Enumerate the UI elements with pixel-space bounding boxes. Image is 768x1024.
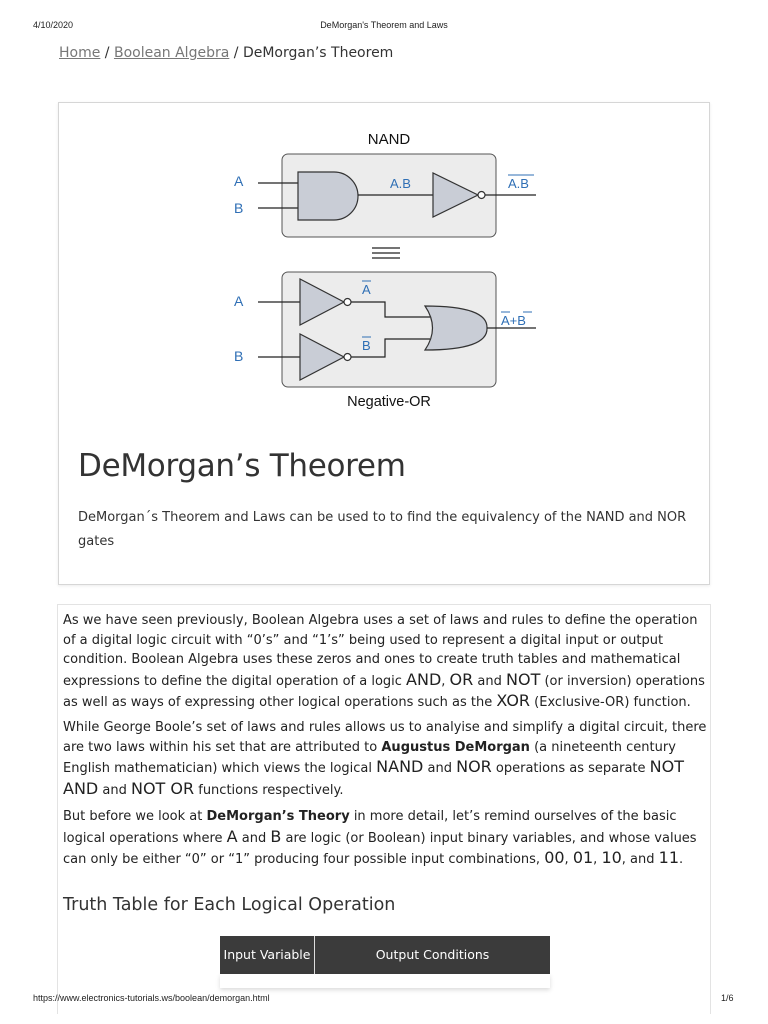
breadcrumb-separator: /	[100, 45, 114, 61]
not-b-label: B	[362, 338, 371, 353]
demorgans-theory-bold: DeMorgan’s Theory	[206, 809, 350, 824]
paragraph-3: But before we look at DeMorgan’s Theory in more detail, let’s remind ourselves of the basic logical operations where A and B are logic (or Boolean) input binary variables, and whose values can only be either “0” or “1” producing four possible input combinations, 00, 01, 10, and 11.	[63, 809, 697, 867]
paragraph-1: As we have seen previously, Boolean Algebra uses a set of laws and rules to define the operation of a digital logic circuit with “0’s” and “1’s” being used to represent a digital input or output condition. Boolean Algebra uses these zeros and ones to create truth tables and mathematical expressions to define the digital operation of a logic AND, OR and NOT (or inversion) operations as well as ways of expressing other logical operations such as the XOR (Exclusive-OR) function.	[63, 613, 705, 710]
equivalence-symbol: ≡	[385, 256, 387, 257]
term-and: AND	[406, 669, 442, 689]
page-title: DeMorgan’s Theorem	[78, 448, 406, 484]
term-not-or: NOT OR	[130, 778, 195, 798]
breadcrumb-home-link[interactable]: Home	[59, 45, 101, 61]
term-nor: NOR	[456, 757, 492, 776]
variable-b: B	[270, 826, 282, 846]
neg-or-input-a-label: A	[234, 293, 244, 309]
combo-00: 00	[544, 848, 565, 867]
breadcrumb-separator: /	[229, 45, 243, 61]
paragraph-2: While George Boole’s set of laws and rules allows us to analyise and simplify a digital circuit, there are two laws within his set that are attributed to Augustus DeMorgan (a nineteenth century English mathematician) which views the logical NAND and NOR operations as separate NOT AND and NOT OR functions respectively.	[63, 720, 707, 798]
demorgan-diagram	[220, 126, 550, 416]
term-nand: NAND	[376, 757, 424, 776]
section-heading: Truth Table for Each Logical Operation	[63, 895, 396, 915]
print-title: DeMorgan's Theorem and Laws	[320, 20, 448, 30]
and-output-label: A.B	[390, 176, 411, 191]
nand-label: NAND	[367, 131, 411, 148]
term-xor: XOR	[496, 691, 531, 710]
print-page-number: 1/6	[721, 993, 734, 1003]
breadcrumb-current: DeMorgan’s Theorem	[242, 45, 394, 61]
or-output-label: A+B	[501, 313, 526, 328]
combo-10: 10	[601, 848, 622, 867]
neg-or-input-b-label: B	[234, 348, 244, 364]
nand-input-b-label: B	[234, 200, 244, 216]
and-gate-shape	[298, 172, 358, 220]
term-or: OR	[449, 669, 474, 689]
breadcrumb-boolean-algebra-link[interactable]: Boolean Algebra	[113, 45, 230, 61]
output-conditions-header: Output Conditions	[375, 947, 490, 962]
not-a-label: A	[362, 282, 371, 297]
print-date: 4/10/2020	[33, 20, 74, 30]
augustus-demorgan-bold: Augustus DeMorgan	[381, 739, 530, 755]
nand-input-a-label: A	[234, 173, 244, 189]
breadcrumb	[59, 45, 393, 61]
term-not: NOT	[506, 669, 541, 689]
print-url: https://www.electronics-tutorials.ws/boolean/demorgan.html	[33, 993, 270, 1003]
truth-table-header	[220, 936, 550, 974]
negative-or-label: Negative-OR	[347, 394, 431, 410]
variable-a: A	[226, 826, 238, 846]
intro-text: DeMorgan´s Theorem and Laws can be used to to find the equivalency of the NAND and NOR gates	[78, 510, 687, 549]
nand-output-label: A.B	[508, 176, 529, 191]
input-variable-header: Input Variable	[220, 936, 315, 974]
term-not-and: NOT AND	[63, 757, 684, 798]
combo-01: 01	[572, 848, 594, 867]
combo-11: 11	[658, 848, 680, 867]
truth-table-body	[220, 974, 550, 988]
